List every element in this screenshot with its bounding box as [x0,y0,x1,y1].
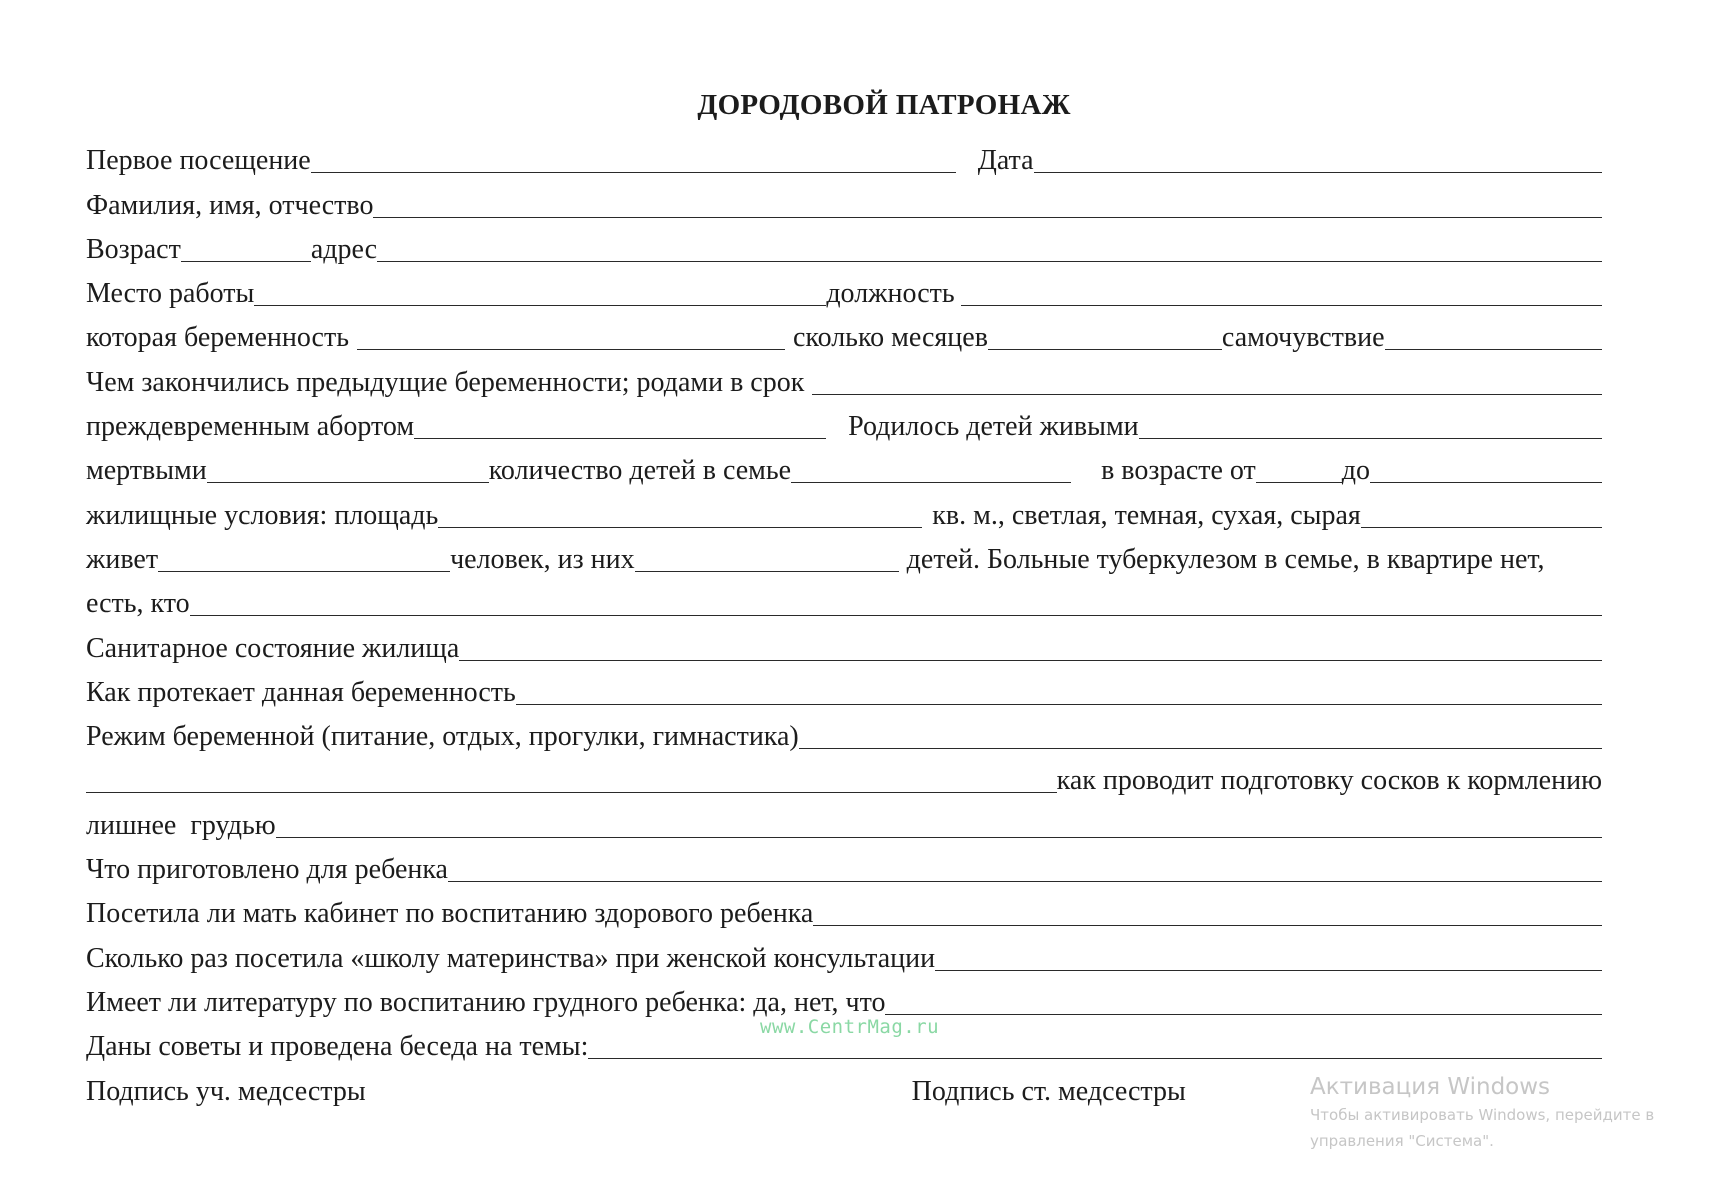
address-label: адрес [310,233,378,265]
row-full-name [86,176,1602,220]
row-prev-pregnancies [86,353,1602,397]
first-visit-field[interactable] [311,171,956,173]
activation-title: Активация Windows [1310,1074,1551,1100]
row-first-visit [86,132,1602,176]
row-breast [86,796,1602,840]
literature-label: Имеет ли литературу по воспитанию грудного ребенка: да, нет, что [86,986,886,1018]
months-label: сколько месяцев [792,322,988,354]
position-label: должность [826,278,955,310]
children-tb-label: детей. Больные туберкулезом в семье, в квартире нет, [906,543,1545,575]
age-to-label: до [1341,455,1371,487]
head-nurse-signature-label: Подпись ст. медсестры [911,1075,1186,1107]
yes-who-label: есть, кто [86,588,190,620]
row-maternity-school [86,929,1602,973]
children-in-family-label: количество детей в семье [488,455,792,487]
row-healthy-child-office [86,885,1602,929]
pregnancy-number-field[interactable] [357,348,785,350]
wellbeing-field[interactable] [1385,348,1602,350]
age-from-field[interactable] [1256,481,1342,483]
prev-pregnancies-label: Чем закончились предыдущие беременности; родами в срок [86,366,805,398]
breast-label: лишнее грудью [86,809,276,841]
lives-field[interactable] [158,570,450,572]
born-alive-field[interactable] [1139,437,1602,439]
prenatal-visit-form [86,80,1602,1107]
maternity-school-field[interactable] [935,969,1602,971]
row-literature [86,974,1602,1018]
advice-topics-field[interactable] [588,1057,1602,1059]
windows-activation-notice [1310,1072,1654,1154]
row-pregnancy-course [86,664,1602,708]
row-nipple-prep [86,752,1602,796]
first-visit-label: Первое посещение [86,145,311,177]
sanitary-field[interactable] [459,659,1602,661]
regime-continued-field[interactable] [86,791,1057,793]
workplace-field[interactable] [254,304,826,306]
date-label: Дата [977,145,1034,177]
pregnancy-course-label: Как протекает данная беременность [86,676,516,708]
nurse-signature-label: Подпись уч. медсестры [86,1075,366,1107]
activation-line-2: управления "Система". [1310,1132,1494,1150]
age-from-label: в возрасте от [1101,455,1256,487]
yes-who-field[interactable] [190,614,1602,616]
maternity-school-label: Сколько раз посетила «школу материнства» при женской консультации [86,942,936,974]
housing-quality-label: кв. м., светлая, темная, сухая, сырая [932,499,1361,531]
row-yes-who [86,575,1602,619]
months-field[interactable] [988,348,1222,350]
age-to-field[interactable] [1370,481,1602,483]
address-field[interactable] [377,260,1602,262]
regime-field[interactable] [799,747,1602,749]
persons-label: человек, из них [450,543,635,575]
literature-field[interactable] [885,1013,1602,1015]
stillborn-label: мертвыми [86,455,207,487]
housing-area-field[interactable] [438,526,922,528]
prev-pregnancies-field[interactable] [812,393,1602,395]
full-name-label: Фамилия, имя, отчество [86,189,374,221]
row-age-address [86,221,1602,265]
premature-abortion-field[interactable] [414,437,826,439]
row-residents [86,531,1602,575]
row-regime [86,708,1602,752]
housing-quality-field[interactable] [1361,526,1602,528]
prepared-label: Что приготовлено для ребенка [86,854,448,886]
housing-area-label: жилищные условия: площадь [86,499,439,531]
workplace-label: Место работы [86,278,255,310]
wellbeing-label: самочувствие [1221,322,1385,354]
healthy-child-office-label: Посетила ли мать кабинет по воспитанию здорового ребенка [86,898,814,930]
born-alive-label: Родилось детей живыми [848,411,1139,443]
row-prepared [86,841,1602,885]
site-watermark: www.CentrMag.ru [760,1016,940,1038]
stillborn-field[interactable] [207,481,489,483]
lives-label: живет [86,543,159,575]
row-workplace [86,265,1602,309]
full-name-field[interactable] [373,216,1602,218]
age-label: Возраст [86,233,181,265]
position-field[interactable] [961,304,1602,306]
row-housing [86,486,1602,530]
nipple-prep-label: как проводит подготовку сосков к кормлению [1056,765,1602,797]
pregnancy-number-label: которая беременность [86,322,349,354]
pregnancy-course-field[interactable] [516,703,1602,705]
row-sanitary [86,619,1602,663]
row-pregnancy [86,309,1602,353]
regime-label: Режим беременной (питание, отдых, прогулки, гимнастика) [86,721,799,753]
prepared-field[interactable] [448,880,1602,882]
row-abortion-born [86,398,1602,442]
activation-line-1: Чтобы активировать Windows, перейдите в [1310,1106,1655,1124]
date-field[interactable] [1034,171,1602,173]
advice-topics-label: Даны советы и проведена беседа на темы: [86,1031,589,1063]
premature-abortion-label: преждевременным абортом [86,411,415,443]
sanitary-label: Санитарное состояние жилища [86,632,460,664]
row-stillborn-children [86,442,1602,486]
breast-field[interactable] [276,836,1602,838]
children-in-family-field[interactable] [791,481,1071,483]
healthy-child-office-field[interactable] [813,924,1602,926]
form-title: ДОРОДОВОЙ ПАТРОНАЖ [697,89,1071,121]
age-field[interactable] [181,260,311,262]
persons-field[interactable] [635,570,899,572]
